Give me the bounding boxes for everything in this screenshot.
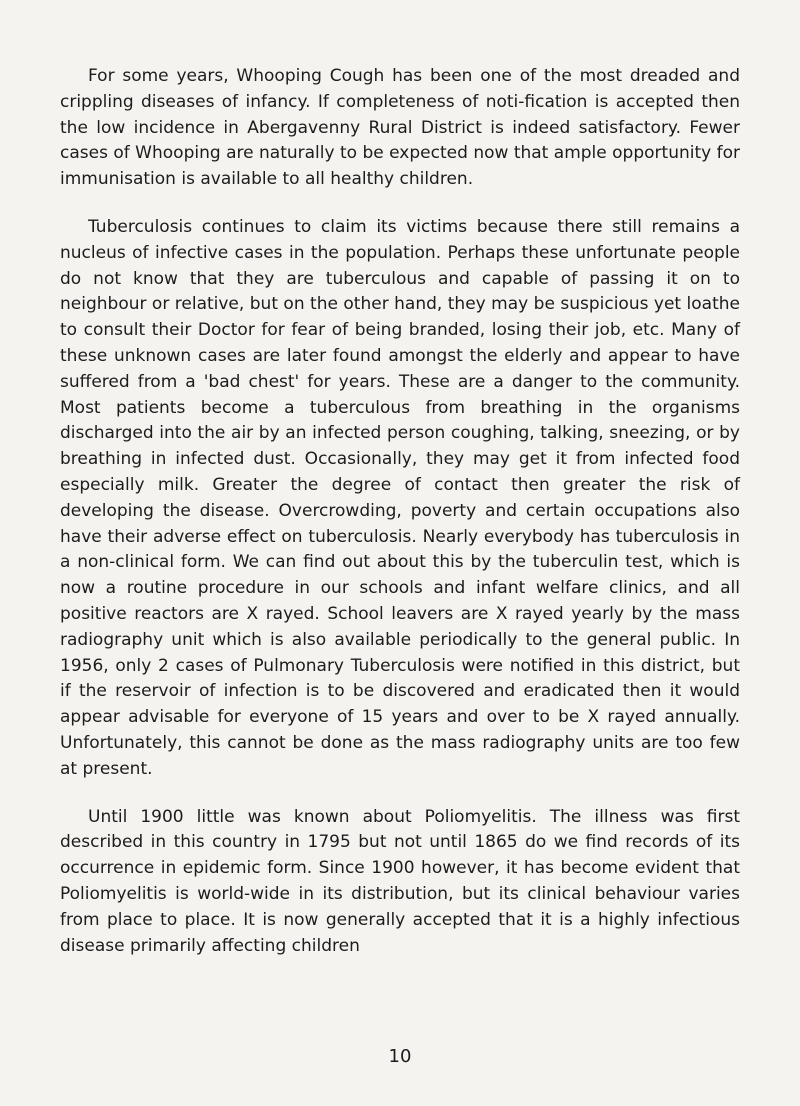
document-body (60, 64, 740, 981)
page-number: 10 (388, 1046, 412, 1067)
paragraph-poliomyelitis: Until 1900 little was known about Poliomyelitis. The illness was first described in this country in 1795 but not until 1865 do we find records of its occurrence in epidemic form. Since 1900 however, it has become evident that Poliomyelitis is world-wide in its distribution, but its clinical behaviour varies from place to place. It is now generally accepted that it is a highly infectious disease primarily affecting children (60, 806, 740, 956)
paragraph-tuberculosis: Tuberculosis continues to claim its victims because there still remains a nucleus of infective cases in the population. Perhaps these unfortunate people do not know that they are tuberculous and capable of passing it on to neighbour or relative, but on the other hand, they may be suspicious yet loathe to consult their Doctor for fear of being branded, losing their job, etc. Many of these unknown cases are later found amongst the elderly and appear to have suffered from a 'bad chest' for years. These are a danger to the community. Most patients become a tuberculous from breathing in the organisms discharged into the air by an infected person coughing, talking, sneezing, or by breathing in infected dust. Occasionally, they may get it from infected food especially milk. Greater the degree of contact then greater the risk of developing the disease. Overcrowding, poverty and certain occupations also have their adverse effect on tuberculosis. Nearly everybody has tuberculosis in a non-clinical form. We can find out about this by the tuberculin test, which is now a routine procedure in our schools and infant welfare clinics, and all positive reactors are X rayed. School leavers are X rayed yearly by the mass radiography unit which is also available periodically to the general public. In 1956, only 2 cases of Pulmonary Tuberculosis were notified in this district, but if the reservoir of infection is to be discovered and eradicated then it would appear advisable for everyone of 15 years and over to be X rayed annually. Unfortunately, this cannot be done as the mass radiography units are too few at present. (60, 216, 740, 779)
paragraph-whooping-cough: For some years, Whooping Cough has been one of the most dreaded and crippling diseases of infancy. If completeness of noti-fication is accepted then the low incidence in Abergavenny Rural District is indeed satisfactory. Fewer cases of Whooping are naturally to be expected now that ample opportunity for immunisation is available to all healthy children. (60, 66, 740, 190)
